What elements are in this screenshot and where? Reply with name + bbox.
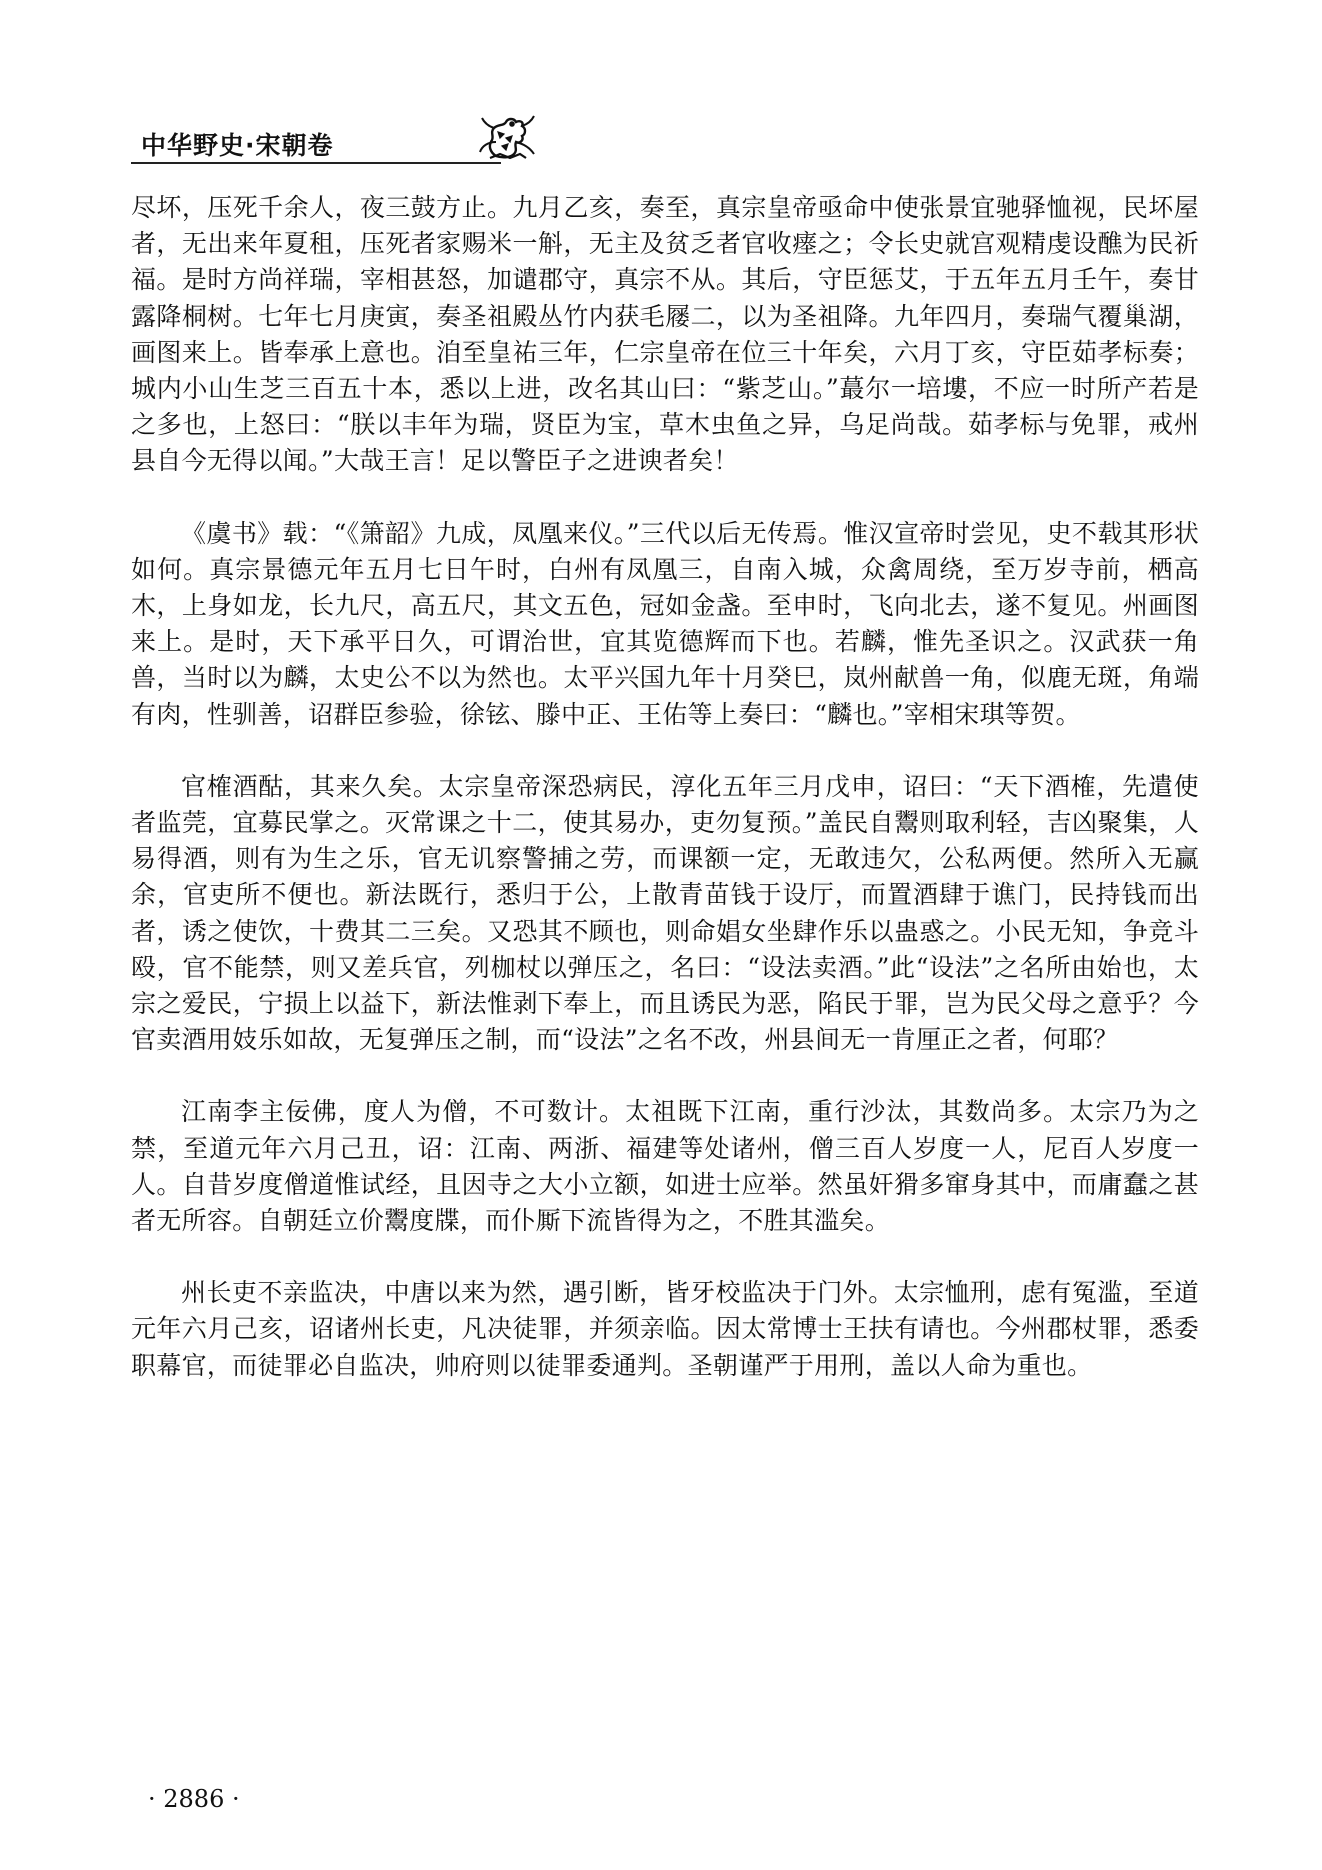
book-title: 中华野史·宋朝卷	[141, 131, 334, 160]
page-number: · 2886 ·	[148, 1785, 240, 1813]
paragraph-2: 《虞书》载：“《箫韶》九成，凤凰来仪。”三代以后无传焉。惟汉宣帝时尝见，史不载其形状如何。真宗景德元年五月七日午时，白州有凤凰三，自南入城，众禽周绕，至万岁寺前，栖高木，上身如龙，长九尺，高五尺，其文五色，冠如金盏。至申时，飞向北去，遂不复见。州画图来上。是时，天下承平日久，可谓治世，宜其览德辉而下也。若麟，惟先圣识之。汉武获一角兽，当时以为麟，太史公不以为然也。太平兴国九年十月癸巳，岚州献兽一角，似鹿无斑，角端有肉，性驯善，诏群臣参验，徐铉、滕中正、王佑等上奏曰：“麟也。”宰相宋琪等贺。	[131, 518, 1199, 729]
page-header	[131, 104, 1201, 174]
paragraph-1: 尽坏，压死千余人，夜三鼓方止。九月乙亥，奏至，真宗皇帝亟命中使张景宜驰驿恤视，民坏屋者，无出来年夏租，压死者家赐米一斛，无主及贫乏者官收瘗之；令长史就宫观精虔设醮为民祈福。是时方尚祥瑞，宰相甚怒，加谴郡守，真宗不从。其后，守臣惩艾，于五年五月壬午，奏甘露降桐树。七年七月庚寅，奏圣祖殿丛竹内获毛屦二，以为圣祖降。九年四月，奏瑞气覆巢湖，画图来上。皆奉承上意也。洎至皇祐三年，仁宗皇帝在位三十年矣，六月丁亥，守臣茹孝标奏；城内小山生芝三百五十本，悉以上进，改名其山曰：“紫芝山。”蕞尔一培塿，不应一时所产若是之多也，上怒曰：“朕以丰年为瑞，贤臣为宝，草木虫鱼之异，乌足尚哉。茹孝标与免罪，戒州县自今无得以闻。”大哉王言！足以警臣子之进谀者矣！	[131, 193, 1199, 476]
header-rule	[131, 162, 501, 164]
dragon-emblem-icon	[476, 112, 538, 162]
article-body	[131, 190, 1199, 1384]
paragraph-5: 州长吏不亲监决，中唐以来为然，遇引断，皆牙校监决于门外。太宗恤刑，虑有冤滥，至道元年六月己亥，诏诸州长吏，凡决徒罪，并须亲临。因太常博士王扶有请也。今州郡杖罪，悉委职幕官，而徒罪必自监决，帅府则以徒罪委通判。圣朝谨严于用刑，盖以人命为重也。	[131, 1278, 1199, 1380]
paragraph-3: 官榷酒酤，其来久矣。太宗皇帝深恐病民，淳化五年三月戊申，诏曰：“天下酒榷，先遣使者监莞，宜募民掌之。灭常课之十二，使其易办，吏勿复预。”盖民自鬻则取利轻，吉凶聚集，人易得酒，则有为生之乐，官无讥察警捕之劳，而课额一定，无敢违欠，公私两便。然所入无赢余，官吏所不便也。新法既行，悉归于公，上散青苗钱于设厅，而置酒肆于谯门，民持钱而出者，诱之使饮，十费其二三矣。又恐其不顾也，则命娼女坐肆作乐以蛊惑之。小民无知，争竞斗殴，官不能禁，则又差兵官，列枷杖以弹压之，名曰：“设法卖酒。”此“设法”之名所由始也，太宗之爱民，宁损上以益下，新法惟剥下奉上，而且诱民为恶，陷民于罪，岂为民父母之意乎？今官卖酒用妓乐如故，无复弹压之制，而“设法”之名不改，州县间无一肯厘正之者，何耶？	[131, 771, 1199, 1055]
paragraph-4: 江南李主佞佛，度人为僧，不可数计。太祖既下江南，重行沙汰，其数尚多。太宗乃为之禁，至道元年六月己丑，诏：江南、两浙、福建等处诸州，僧三百人岁度一人，尼百人岁度一人。自昔岁度僧道惟试经，且因寺之大小立额，如进士应举。然虽奸猾多窜身其中，而庸蠢之甚者无所容。自朝廷立价鬻度牒，而仆厮下流皆得为之，不胜其滥矣。	[131, 1097, 1199, 1236]
